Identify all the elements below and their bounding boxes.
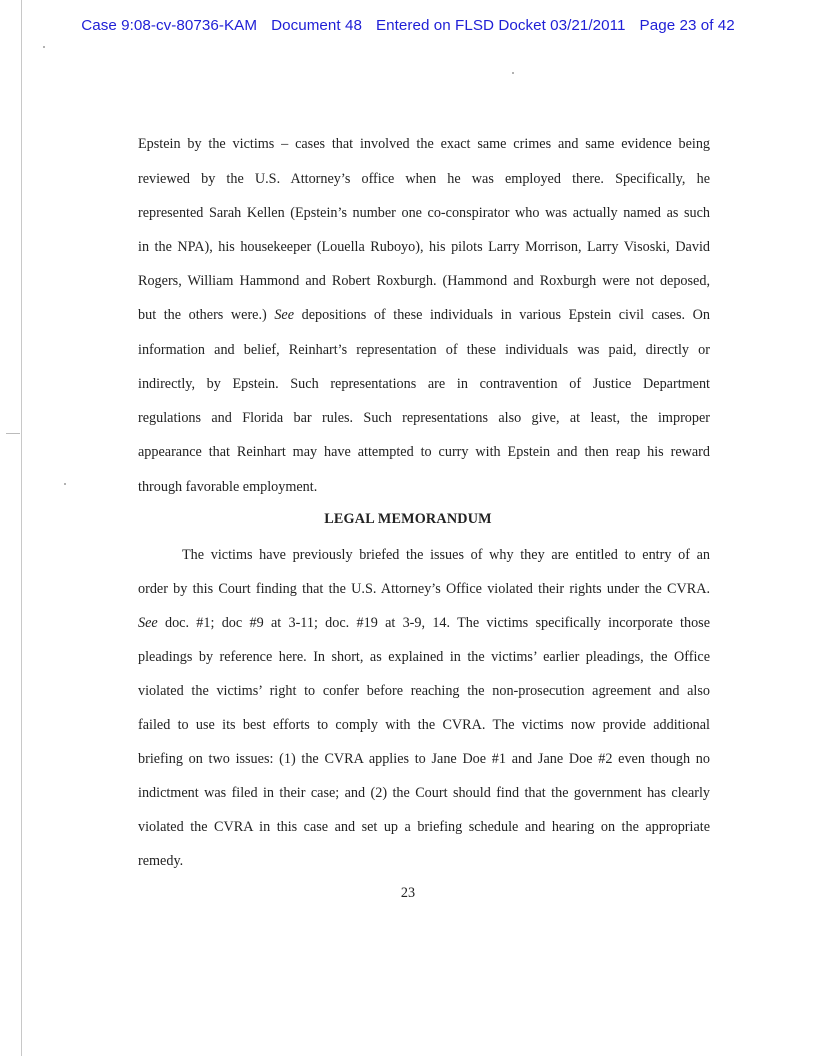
paragraph-line: regulations and Florida bar rules. Such representations also give, at least, the improper (138, 410, 710, 426)
citation-signal: See (138, 615, 158, 631)
header-page-of: Page 23 of 42 (639, 17, 735, 34)
paragraph-line: through favorable employment. (138, 479, 318, 495)
line-rest: doc. #1; doc #9 at 3-11; doc. #19 at 3-9, 14. The victims specifically incorporate those (157, 615, 710, 631)
paragraph-line (138, 613, 710, 633)
paragraph-line: in the NPA), his housekeeper (Louella Ruboyo), his pilots Larry Morrison, Larry Visoski, David (138, 239, 710, 255)
scan-speck (43, 46, 45, 48)
paragraph-line: violated the victims’ right to confer before reaching the non-prosecution agreement and also (138, 683, 710, 699)
scan-speck (512, 72, 514, 74)
paragraph-line: appearance that Reinhart may have attempted to curry with Epstein and then reap his reward (138, 444, 710, 460)
paragraph-line: pleadings by reference here. In short, as explained in the victims’ earlier pleadings, the Office (138, 649, 710, 665)
paragraph-line: indirectly, by Epstein. Such representations are in contravention of Justice Department (138, 376, 710, 392)
paragraph-line: violated the CVRA in this case and set up a briefing schedule and hearing on the appropriate (138, 819, 710, 835)
scan-edge-mark (6, 433, 20, 434)
paragraph-line: briefing on two issues: (1) the CVRA applies to Jane Doe #1 and Jane Doe #2 even though no (138, 751, 710, 767)
page-number: 23 (400, 885, 416, 901)
paragraph-line: Epstein by the victims – cases that involved the exact same crimes and same evidence being (138, 136, 710, 152)
paragraph-line: represented Sarah Kellen (Epstein’s number one co-conspirator who was actually named as such (138, 205, 710, 221)
paragraph-line: The victims have previously briefed the issues of why they are entitled to entry of an (182, 547, 710, 563)
paragraph-line: Rogers, William Hammond and Robert Roxburgh. (Hammond and Roxburgh were not deposed, (138, 273, 710, 289)
scan-speck (64, 483, 66, 485)
paragraph-line: indictment was filed in their case; and (2) the Court should find that the government has clearly (138, 785, 710, 801)
paragraph-line: information and belief, Reinhart’s representation of these individuals was paid, directly or (138, 342, 710, 358)
citation-signal: See (274, 307, 295, 323)
header-case-number: Case 9:08-cv-80736-KAM (81, 17, 258, 34)
header-document: Document 48 (271, 17, 362, 34)
paragraph-line (138, 305, 710, 325)
header-entered: Entered on FLSD Docket 03/21/2011 (375, 17, 626, 34)
paragraph-line: order by this Court finding that the U.S. Attorney’s Office violated their rights under the CVRA. (138, 581, 710, 597)
docket-header (0, 17, 816, 34)
paragraph-line: remedy. (138, 853, 184, 869)
paragraph-line: reviewed by the U.S. Attorney’s office when he was employed there. Specifically, he (138, 171, 710, 187)
paragraph-line: failed to use its best efforts to comply with the CVRA. The victims now provide additional (138, 717, 710, 733)
section-heading: LEGAL MEMORANDUM (324, 511, 492, 527)
line-rest: depositions of these individuals in various Epstein civil cases. On (294, 307, 710, 323)
line-lead: but the others were.) (138, 307, 275, 323)
